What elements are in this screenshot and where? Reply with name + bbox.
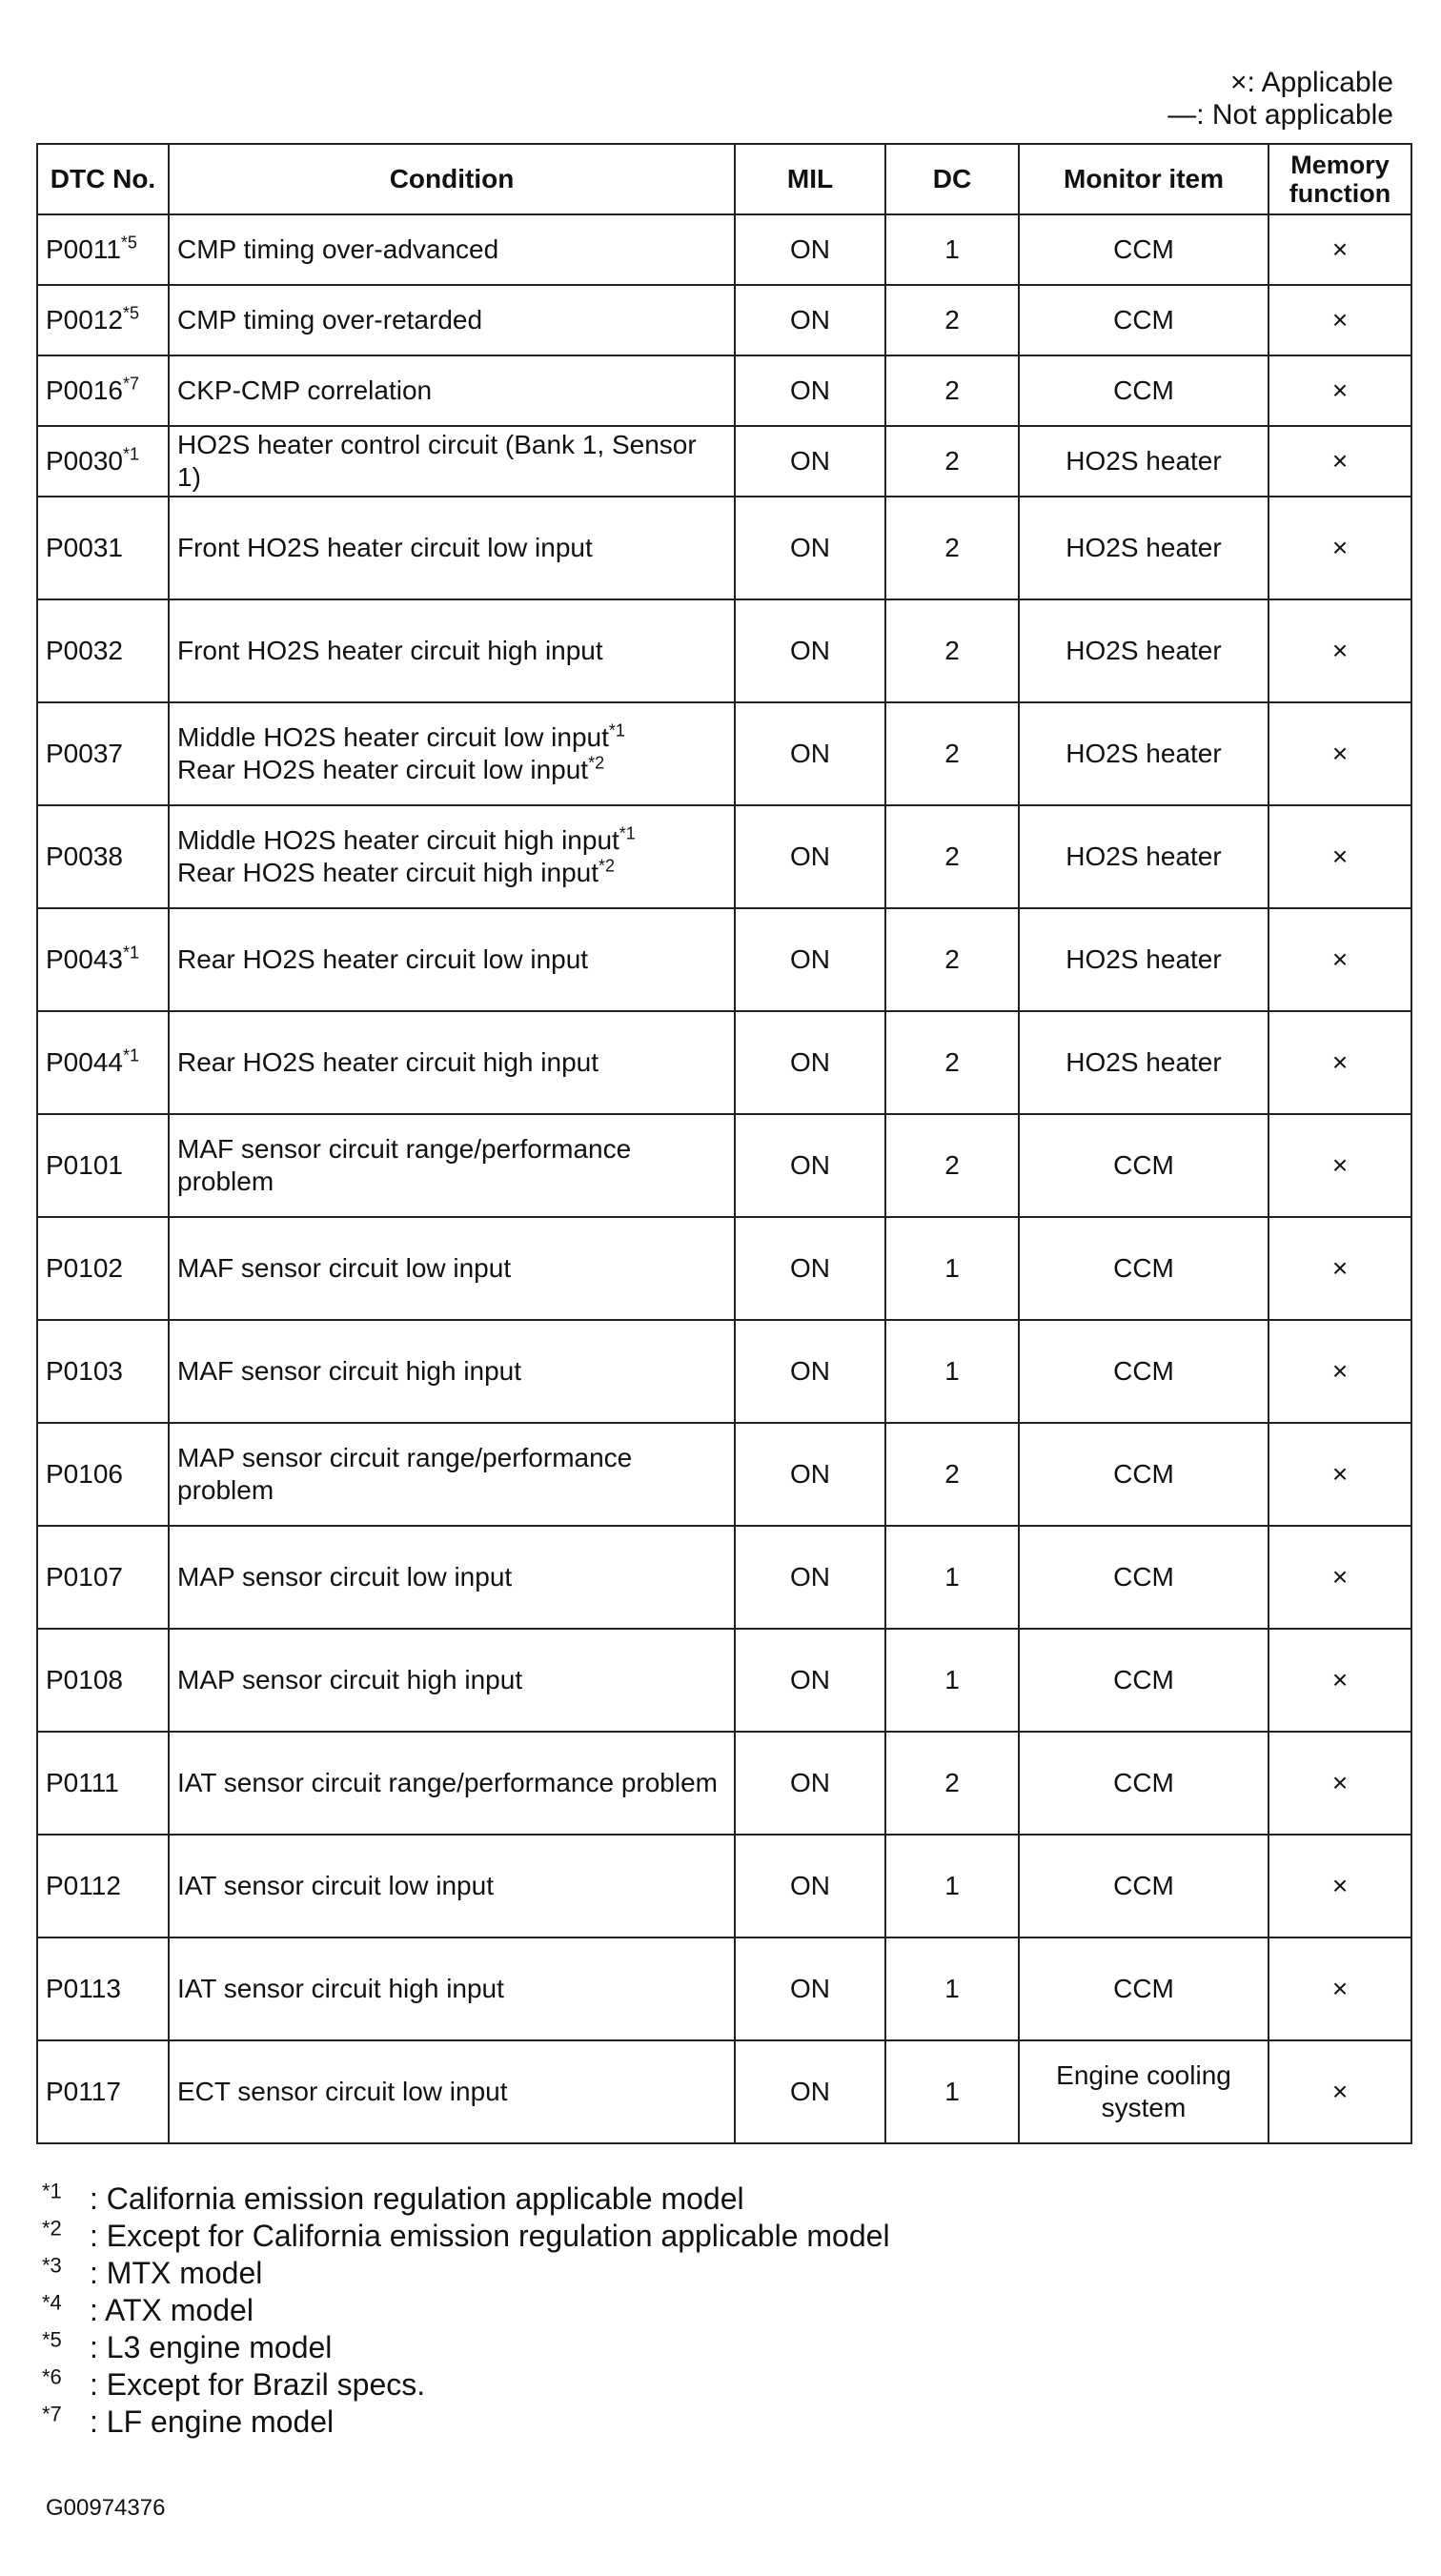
dtc-code: P0108 xyxy=(46,1665,123,1694)
condition-text: Rear HO2S heater circuit high input xyxy=(177,858,599,887)
cell-mil: ON xyxy=(735,1011,885,1114)
monitor-line: CCM xyxy=(1113,1562,1174,1592)
cell-mil: ON xyxy=(735,2040,885,2143)
cell-dtc-no xyxy=(37,599,169,702)
cell-memory-function: × xyxy=(1268,908,1411,1011)
cell-dtc-no xyxy=(37,1629,169,1732)
cell-memory-function: × xyxy=(1268,355,1411,426)
cell-mil: ON xyxy=(735,702,885,805)
footnote-text: : L3 engine model xyxy=(90,2330,333,2364)
table-row xyxy=(37,1320,1411,1423)
cell-memory-function: × xyxy=(1268,214,1411,285)
table-row xyxy=(37,805,1411,908)
dtc-code: P0012 xyxy=(46,305,123,335)
footnote-mark-wrap xyxy=(42,2180,90,2218)
table-row xyxy=(37,1011,1411,1114)
dtc-footnote-mark: *5 xyxy=(122,303,139,323)
cell-condition xyxy=(169,285,735,355)
cell-dc: 1 xyxy=(885,2040,1019,2143)
cell-mil: ON xyxy=(735,1217,885,1320)
table-row xyxy=(37,599,1411,702)
condition-line xyxy=(177,2076,726,2108)
cell-monitor-item xyxy=(1019,285,1268,355)
dtc-code: P0106 xyxy=(46,1459,123,1489)
monitor-line: Engine cooling xyxy=(1056,2060,1231,2090)
cell-memory-function: × xyxy=(1268,805,1411,908)
cell-condition xyxy=(169,908,735,1011)
condition-line xyxy=(177,1355,726,1388)
cell-dc: 1 xyxy=(885,1217,1019,1320)
cell-condition xyxy=(169,702,735,805)
cell-condition xyxy=(169,1835,735,1937)
table-row xyxy=(37,2040,1411,2143)
cell-dc: 1 xyxy=(885,214,1019,285)
monitor-line: HO2S heater xyxy=(1066,1047,1222,1077)
dtc-footnote-mark: *7 xyxy=(122,374,139,394)
cell-dc: 2 xyxy=(885,805,1019,908)
cell-mil: ON xyxy=(735,1629,885,1732)
condition-text: CMP timing over-retarded xyxy=(177,305,483,335)
condition-line xyxy=(177,1133,726,1198)
condition-line xyxy=(177,1561,726,1593)
condition-line xyxy=(177,721,726,754)
dtc-code: P0011 xyxy=(46,234,121,264)
footnote-mark-wrap xyxy=(42,2255,90,2292)
footnote-mark: *2 xyxy=(42,2216,62,2241)
condition-text: IAT sensor circuit low input xyxy=(177,1871,494,1900)
condition-line xyxy=(177,233,726,266)
dtc-code: P0107 xyxy=(46,1562,123,1592)
footnote-mark: *5 xyxy=(42,2327,62,2352)
monitor-line: CCM xyxy=(1113,1768,1174,1797)
monitor-line: CCM xyxy=(1113,1974,1174,2003)
condition-line xyxy=(177,1973,726,2005)
table-row xyxy=(37,702,1411,805)
cell-memory-function: × xyxy=(1268,1937,1411,2040)
cell-monitor-item xyxy=(1019,1835,1268,1937)
condition-text: CKP-CMP correlation xyxy=(177,375,433,405)
condition-line xyxy=(177,943,726,976)
cell-monitor-item xyxy=(1019,1320,1268,1423)
footnote-text: : LF engine model xyxy=(90,2404,335,2439)
legend xyxy=(1167,67,1393,132)
cell-dtc-no xyxy=(37,1526,169,1629)
cell-dtc-no xyxy=(37,1114,169,1217)
cell-dc: 1 xyxy=(885,1835,1019,1937)
cell-dtc-no xyxy=(37,426,169,497)
monitor-line: CCM xyxy=(1113,1150,1174,1180)
footnote-mark-wrap xyxy=(42,2404,90,2441)
condition-text: MAP sensor circuit range/performance problem xyxy=(177,1443,633,1505)
cell-dc: 2 xyxy=(885,1011,1019,1114)
cell-mil: ON xyxy=(735,497,885,599)
cell-dtc-no xyxy=(37,1732,169,1835)
legend-applicable: ×: Applicable xyxy=(1230,67,1393,98)
condition-text: MAP sensor circuit high input xyxy=(177,1665,523,1694)
table-row xyxy=(37,426,1411,497)
monitor-line: HO2S heater xyxy=(1066,739,1222,768)
cell-memory-function: × xyxy=(1268,1114,1411,1217)
monitor-line: CCM xyxy=(1113,1253,1174,1283)
cell-dc: 2 xyxy=(885,426,1019,497)
cell-dc: 2 xyxy=(885,599,1019,702)
cell-dtc-no xyxy=(37,805,169,908)
header-memory-line1: Memory xyxy=(1290,151,1390,179)
cell-memory-function: × xyxy=(1268,285,1411,355)
condition-text: Front HO2S heater circuit low input xyxy=(177,533,593,562)
cell-monitor-item xyxy=(1019,908,1268,1011)
cell-monitor-item xyxy=(1019,1629,1268,1732)
table-row xyxy=(37,285,1411,355)
cell-condition xyxy=(169,1732,735,1835)
table-row xyxy=(37,1629,1411,1732)
condition-line xyxy=(177,1252,726,1285)
cell-condition xyxy=(169,1423,735,1526)
cell-mil: ON xyxy=(735,599,885,702)
cell-memory-function: × xyxy=(1268,426,1411,497)
cell-dc: 2 xyxy=(885,285,1019,355)
footnote-text: : ATX model xyxy=(90,2293,254,2327)
table-row xyxy=(37,1732,1411,1835)
cell-dtc-no xyxy=(37,908,169,1011)
cell-mil: ON xyxy=(735,214,885,285)
monitor-line: CCM xyxy=(1113,1871,1174,1900)
dtc-code: P0032 xyxy=(46,636,123,665)
dtc-code: P0044 xyxy=(46,1047,123,1077)
header-memory-function xyxy=(1268,144,1411,214)
cell-condition xyxy=(169,497,735,599)
cell-dtc-no xyxy=(37,1937,169,2040)
dtc-code: P0117 xyxy=(46,2077,121,2106)
dtc-table xyxy=(36,143,1412,2144)
cell-condition xyxy=(169,1217,735,1320)
cell-condition xyxy=(169,1320,735,1423)
header-dtc-no: DTC No. xyxy=(37,144,169,214)
cell-dc: 2 xyxy=(885,702,1019,805)
cell-condition xyxy=(169,805,735,908)
dtc-code: P0016 xyxy=(46,375,123,405)
header-dc: DC xyxy=(885,144,1019,214)
footnote-text: : MTX model xyxy=(90,2256,263,2290)
cell-condition xyxy=(169,1011,735,1114)
dtc-footnote-mark: *1 xyxy=(122,943,139,963)
dtc-code: P0111 xyxy=(46,1768,119,1797)
cell-mil: ON xyxy=(735,1320,885,1423)
condition-text: MAF sensor circuit low input xyxy=(177,1253,512,1283)
condition-line xyxy=(177,857,726,889)
cell-dtc-no xyxy=(37,2040,169,2143)
dtc-footnote-mark: *5 xyxy=(120,233,137,253)
footnote-mark: *1 xyxy=(42,2179,62,2203)
condition-line xyxy=(177,635,726,667)
footnote-mark: *6 xyxy=(42,2364,62,2389)
monitor-line: CCM xyxy=(1113,1459,1174,1489)
table-row xyxy=(37,1114,1411,1217)
cell-dtc-no xyxy=(37,702,169,805)
cell-dtc-no xyxy=(37,1011,169,1114)
cell-monitor-item xyxy=(1019,426,1268,497)
cell-monitor-item xyxy=(1019,497,1268,599)
cell-condition xyxy=(169,1114,735,1217)
table-row xyxy=(37,355,1411,426)
cell-mil: ON xyxy=(735,285,885,355)
footnote xyxy=(42,2366,890,2404)
cell-dtc-no xyxy=(37,214,169,285)
condition-text: IAT sensor circuit range/performance problem xyxy=(177,1768,718,1797)
cell-memory-function: × xyxy=(1268,1423,1411,1526)
cell-memory-function: × xyxy=(1268,497,1411,599)
cell-monitor-item xyxy=(1019,214,1268,285)
condition-footnote-mark: *1 xyxy=(608,720,625,740)
condition-text: MAP sensor circuit low input xyxy=(177,1562,513,1592)
monitor-line: system xyxy=(1101,2093,1187,2122)
cell-mil: ON xyxy=(735,908,885,1011)
cell-memory-function: × xyxy=(1268,599,1411,702)
cell-condition xyxy=(169,1629,735,1732)
condition-line xyxy=(177,1664,726,1696)
cell-dc: 2 xyxy=(885,355,1019,426)
monitor-line: HO2S heater xyxy=(1066,533,1222,562)
cell-dc: 1 xyxy=(885,1320,1019,1423)
dtc-footnote-mark: *1 xyxy=(122,1045,139,1065)
cell-monitor-item xyxy=(1019,1011,1268,1114)
dtc-code: P0102 xyxy=(46,1253,123,1283)
condition-text: ECT sensor circuit low input xyxy=(177,2077,508,2106)
cell-dtc-no xyxy=(37,1835,169,1937)
cell-condition xyxy=(169,2040,735,2143)
monitor-line: CCM xyxy=(1113,1356,1174,1386)
dtc-code: P0030 xyxy=(46,446,123,476)
table-row xyxy=(37,497,1411,599)
condition-text: Front HO2S heater circuit high input xyxy=(177,636,603,665)
footnote-mark-wrap xyxy=(42,2218,90,2255)
cell-condition xyxy=(169,214,735,285)
condition-footnote-mark: *2 xyxy=(599,856,616,876)
cell-dtc-no xyxy=(37,1217,169,1320)
cell-dtc-no xyxy=(37,285,169,355)
cell-dc: 2 xyxy=(885,908,1019,1011)
dtc-code: P0112 xyxy=(46,1871,121,1900)
cell-dc: 2 xyxy=(885,1423,1019,1526)
cell-monitor-item xyxy=(1019,355,1268,426)
footnote-text: : California emission regulation applicable model xyxy=(90,2181,744,2216)
footnote-text: : Except for California emission regulation applicable model xyxy=(90,2219,890,2253)
cell-monitor-item xyxy=(1019,1114,1268,1217)
cell-memory-function: × xyxy=(1268,1217,1411,1320)
condition-line xyxy=(177,375,726,407)
cell-mil: ON xyxy=(735,805,885,908)
condition-line xyxy=(177,1046,726,1079)
cell-condition xyxy=(169,426,735,497)
dtc-code: P0101 xyxy=(46,1150,123,1180)
cell-mil: ON xyxy=(735,1835,885,1937)
cell-monitor-item xyxy=(1019,1217,1268,1320)
condition-line xyxy=(177,429,726,494)
cell-condition xyxy=(169,1937,735,2040)
cell-monitor-item xyxy=(1019,1937,1268,2040)
cell-monitor-item xyxy=(1019,1423,1268,1526)
condition-line xyxy=(177,304,726,336)
cell-memory-function: × xyxy=(1268,1526,1411,1629)
cell-monitor-item xyxy=(1019,702,1268,805)
header-monitor-item: Monitor item xyxy=(1019,144,1268,214)
footnote-mark-wrap xyxy=(42,2329,90,2366)
condition-text: HO2S heater control circuit (Bank 1, Sensor 1) xyxy=(177,430,697,492)
legend-not-applicable: —: Not applicable xyxy=(1167,99,1393,131)
table-header-row xyxy=(37,144,1411,214)
cell-memory-function: × xyxy=(1268,2040,1411,2143)
monitor-line: HO2S heater xyxy=(1066,446,1222,476)
cell-memory-function: × xyxy=(1268,1835,1411,1937)
cell-mil: ON xyxy=(735,426,885,497)
condition-footnote-mark: *2 xyxy=(588,753,605,773)
monitor-line: HO2S heater xyxy=(1066,636,1222,665)
monitor-line: HO2S heater xyxy=(1066,944,1222,974)
condition-line xyxy=(177,824,726,857)
condition-text: IAT sensor circuit high input xyxy=(177,1974,504,2003)
footnote xyxy=(42,2292,890,2329)
cell-dc: 2 xyxy=(885,497,1019,599)
cell-mil: ON xyxy=(735,1526,885,1629)
cell-mil: ON xyxy=(735,1114,885,1217)
cell-memory-function: × xyxy=(1268,1320,1411,1423)
footnote-mark-wrap xyxy=(42,2292,90,2329)
cell-memory-function: × xyxy=(1268,1629,1411,1732)
dtc-code: P0038 xyxy=(46,842,123,871)
cell-dc: 1 xyxy=(885,1526,1019,1629)
monitor-line: CCM xyxy=(1113,375,1174,405)
cell-condition xyxy=(169,599,735,702)
table-body xyxy=(37,214,1411,2143)
condition-text: Rear HO2S heater circuit low input xyxy=(177,755,589,784)
dtc-code: P0037 xyxy=(46,739,123,768)
footnote xyxy=(42,2404,890,2441)
table-row xyxy=(37,1835,1411,1937)
footnote xyxy=(42,2218,890,2255)
cell-monitor-item xyxy=(1019,2040,1268,2143)
table-row xyxy=(37,1217,1411,1320)
cell-memory-function: × xyxy=(1268,1732,1411,1835)
cell-monitor-item xyxy=(1019,1732,1268,1835)
cell-dc: 1 xyxy=(885,1937,1019,2040)
condition-line xyxy=(177,1767,726,1799)
condition-footnote-mark: *1 xyxy=(619,823,636,843)
header-condition: Condition xyxy=(169,144,735,214)
table-row xyxy=(37,908,1411,1011)
cell-dtc-no xyxy=(37,355,169,426)
dtc-code: P0113 xyxy=(46,1974,121,2003)
cell-condition xyxy=(169,355,735,426)
cell-dtc-no xyxy=(37,1320,169,1423)
cell-memory-function: × xyxy=(1268,702,1411,805)
footnote-text: : Except for Brazil specs. xyxy=(90,2367,426,2402)
header-memory-line2: function xyxy=(1289,179,1391,208)
cell-dc: 1 xyxy=(885,1629,1019,1732)
condition-text: Middle HO2S heater circuit low input xyxy=(177,722,609,752)
cell-memory-function: × xyxy=(1268,1011,1411,1114)
footnote xyxy=(42,2255,890,2292)
monitor-line: CCM xyxy=(1113,305,1174,335)
footnote-mark: *3 xyxy=(42,2253,62,2278)
dtc-code: P0031 xyxy=(46,533,123,562)
cell-mil: ON xyxy=(735,1732,885,1835)
dtc-code: P0103 xyxy=(46,1356,123,1386)
cell-monitor-item xyxy=(1019,1526,1268,1629)
cell-mil: ON xyxy=(735,1937,885,2040)
monitor-line: CCM xyxy=(1113,1665,1174,1694)
dtc-code: P0043 xyxy=(46,944,123,974)
footnote xyxy=(42,2329,890,2366)
condition-line xyxy=(177,1442,726,1507)
cell-dc: 2 xyxy=(885,1732,1019,1835)
footnotes xyxy=(42,2180,890,2441)
footnote-mark: *4 xyxy=(42,2290,62,2315)
condition-text: Rear HO2S heater circuit high input xyxy=(177,1047,599,1077)
monitor-line: CCM xyxy=(1113,234,1174,264)
cell-monitor-item xyxy=(1019,805,1268,908)
header-mil: MIL xyxy=(735,144,885,214)
monitor-line: HO2S heater xyxy=(1066,842,1222,871)
footnote xyxy=(42,2180,890,2218)
condition-text: Middle HO2S heater circuit high input xyxy=(177,825,619,855)
table-row xyxy=(37,214,1411,285)
cell-mil: ON xyxy=(735,1423,885,1526)
condition-text: CMP timing over-advanced xyxy=(177,234,499,264)
cell-dtc-no xyxy=(37,497,169,599)
dtc-footnote-mark: *1 xyxy=(122,444,139,464)
footnote-mark-wrap xyxy=(42,2366,90,2404)
cell-mil: ON xyxy=(735,355,885,426)
cell-dtc-no xyxy=(37,1423,169,1526)
footnote-mark: *7 xyxy=(42,2402,62,2426)
condition-text: Rear HO2S heater circuit low input xyxy=(177,944,589,974)
condition-line xyxy=(177,1870,726,1902)
table-row xyxy=(37,1526,1411,1629)
table-row xyxy=(37,1937,1411,2040)
condition-line xyxy=(177,754,726,786)
figure-id: G00974376 xyxy=(46,2495,166,2521)
condition-text: MAF sensor circuit range/performance problem xyxy=(177,1134,632,1196)
cell-monitor-item xyxy=(1019,599,1268,702)
condition-line xyxy=(177,532,726,564)
condition-text: MAF sensor circuit high input xyxy=(177,1356,522,1386)
cell-condition xyxy=(169,1526,735,1629)
table-row xyxy=(37,1423,1411,1526)
cell-dc: 2 xyxy=(885,1114,1019,1217)
